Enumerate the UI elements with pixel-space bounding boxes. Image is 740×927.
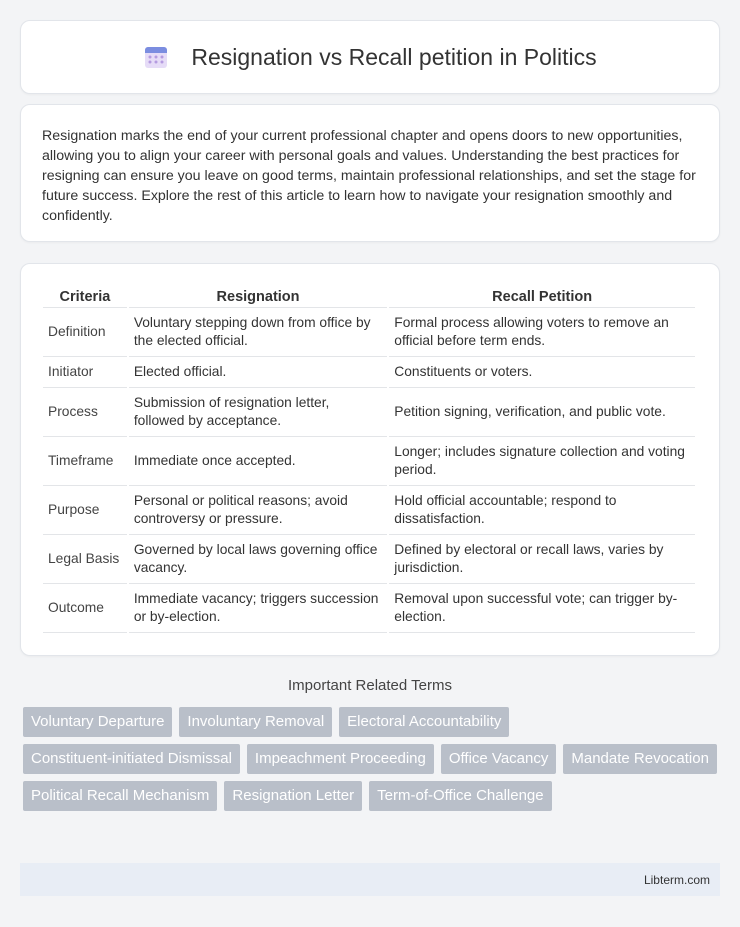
related-terms-heading: Important Related Terms bbox=[288, 677, 452, 694]
row-recall: Removal upon successful vote; can trigger by-election. bbox=[389, 584, 695, 633]
header-recall-petition: Recall Petition bbox=[389, 284, 695, 308]
row-recall: Formal process allowing voters to remove an official before term ends. bbox=[389, 308, 695, 357]
table-row bbox=[43, 486, 695, 535]
intro-paragraph: Resignation marks the end of your current professional chapter and opens doors to new opportunities, allowing you to align your career with personal goals and values. Understanding the best practices for resigning can ensure you leave on good terms, maintain professional relationships, and set the stage for future success. Explore the rest of this article to learn how to navigate your resignation smoothly and confidently. bbox=[42, 128, 696, 224]
row-recall: Defined by electoral or recall laws, varies by jurisdiction. bbox=[389, 535, 695, 584]
footer-bar bbox=[20, 863, 720, 896]
row-criteria: Initiator bbox=[43, 357, 127, 388]
row-criteria: Legal Basis bbox=[43, 535, 127, 584]
related-term-tag[interactable]: Electoral Accountability bbox=[339, 707, 509, 737]
calendar-grid-icon bbox=[143, 44, 169, 70]
row-criteria: Timeframe bbox=[43, 437, 127, 486]
related-terms-list bbox=[23, 707, 723, 811]
table-row bbox=[43, 535, 695, 584]
row-criteria: Definition bbox=[43, 308, 127, 357]
header-criteria: Criteria bbox=[43, 284, 127, 308]
row-resignation: Governed by local laws governing office vacancy. bbox=[129, 535, 387, 584]
related-term-tag[interactable]: Constituent-initiated Dismissal bbox=[23, 744, 240, 774]
row-resignation: Personal or political reasons; avoid controversy or pressure. bbox=[129, 486, 387, 535]
table-row bbox=[43, 437, 695, 486]
comparison-card bbox=[20, 263, 720, 656]
row-recall: Petition signing, verification, and public vote. bbox=[389, 388, 695, 437]
header-card bbox=[20, 20, 720, 94]
table-row bbox=[43, 584, 695, 633]
row-recall: Longer; includes signature collection and voting period. bbox=[389, 437, 695, 486]
row-resignation: Voluntary stepping down from office by the elected official. bbox=[129, 308, 387, 357]
related-term-tag[interactable]: Term-of-Office Challenge bbox=[369, 781, 551, 811]
table-row bbox=[43, 308, 695, 357]
related-term-tag[interactable]: Mandate Revocation bbox=[563, 744, 717, 774]
related-term-tag[interactable]: Involuntary Removal bbox=[179, 707, 332, 737]
row-criteria: Outcome bbox=[43, 584, 127, 633]
footer-site-link[interactable]: Libterm.com bbox=[643, 872, 710, 887]
page-title: Resignation vs Recall petition in Politics bbox=[191, 43, 597, 70]
table-header-row bbox=[43, 284, 695, 308]
row-resignation: Immediate vacancy; triggers succession or by-election. bbox=[129, 584, 387, 633]
row-resignation: Elected official. bbox=[129, 357, 387, 388]
row-recall: Constituents or voters. bbox=[389, 357, 695, 388]
table-row bbox=[43, 357, 695, 388]
related-term-tag[interactable]: Resignation Letter bbox=[224, 781, 362, 811]
intro-card bbox=[20, 104, 720, 242]
related-term-tag[interactable]: Voluntary Departure bbox=[23, 707, 172, 737]
row-resignation: Immediate once accepted. bbox=[129, 437, 387, 486]
title-wrap bbox=[143, 44, 596, 71]
header-resignation: Resignation bbox=[129, 284, 387, 308]
related-term-tag[interactable]: Office Vacancy bbox=[441, 744, 557, 774]
related-term-tag[interactable]: Political Recall Mechanism bbox=[23, 781, 217, 811]
table-row bbox=[43, 388, 695, 437]
row-resignation: Submission of resignation letter, followed by acceptance. bbox=[129, 388, 387, 437]
row-criteria: Process bbox=[43, 388, 127, 437]
related-term-tag[interactable]: Impeachment Proceeding bbox=[247, 744, 434, 774]
row-criteria: Purpose bbox=[43, 486, 127, 535]
row-recall: Hold official accountable; respond to dissatisfaction. bbox=[389, 486, 695, 535]
comparison-table bbox=[41, 284, 697, 633]
